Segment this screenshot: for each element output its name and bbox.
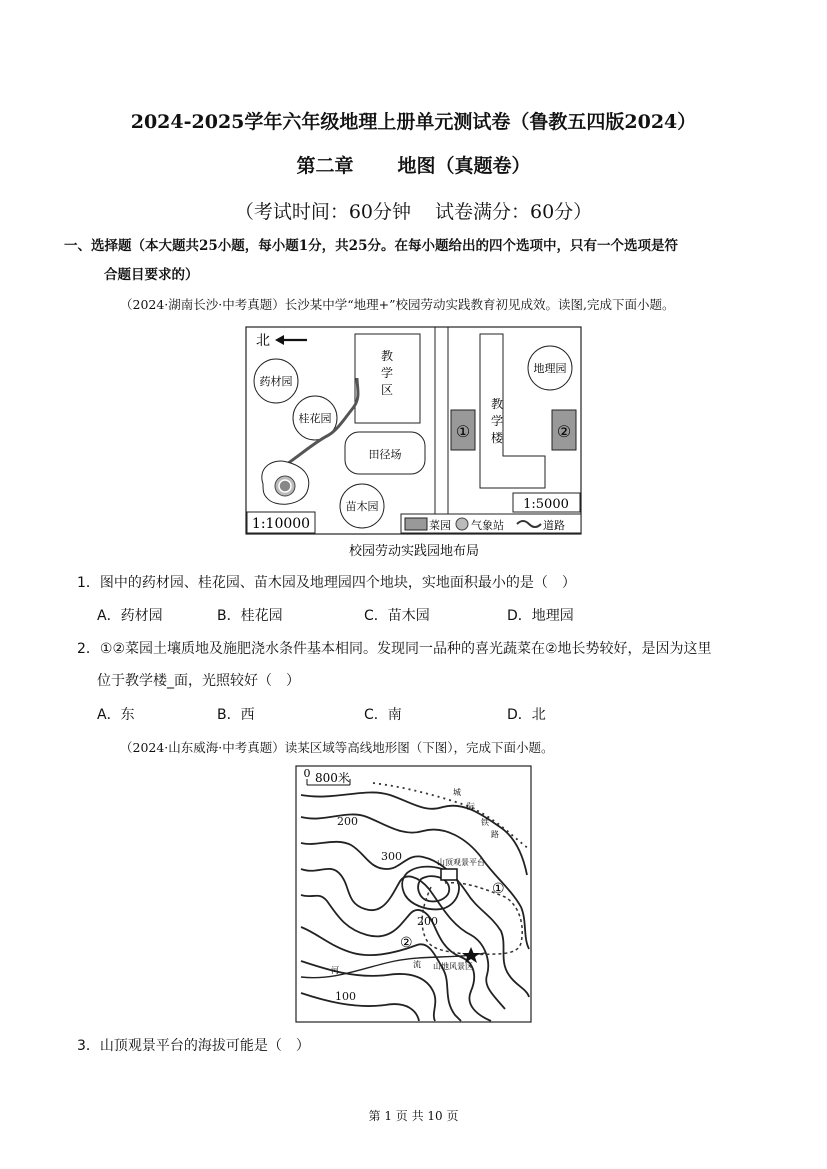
route-1-label: ① [492, 881, 505, 897]
svg-text:道路: 道路 [543, 519, 565, 532]
legend-weather-icon [456, 518, 468, 530]
contour-label-100: 100 [335, 990, 356, 1003]
contour-label-300: 300 [381, 850, 402, 863]
railway-char-1: 城 [453, 788, 461, 797]
contour-map [295, 765, 533, 1025]
north-label: 北 [256, 333, 270, 349]
svg-text:学: 学 [380, 366, 394, 380]
exam-title: 2024-2025学年六年级地理上册单元测试卷（鲁教五四版2024） [130, 111, 697, 133]
exam-time: （考试时间：60分钟 [234, 201, 411, 223]
q1-option-b[interactable]: B．桂花园 [217, 608, 283, 624]
q1-option-d[interactable]: D．地理园 [507, 608, 574, 624]
question-2-stem-2: 位于教学楼_面，光照较好（ ） [97, 673, 300, 689]
river-char-1: 河 [331, 966, 339, 975]
svg-text:教: 教 [490, 397, 504, 411]
q2-option-c[interactable]: C．南 [364, 707, 402, 723]
svg-text:桂花园: 桂花园 [298, 412, 332, 425]
summit-platform-icon [441, 869, 457, 880]
svg-text:②: ② [556, 422, 572, 441]
railway-char-3: 铁 [481, 818, 489, 827]
chapter-topic: 地图（真题卷） [397, 155, 531, 177]
svg-text:学: 学 [490, 414, 504, 428]
question-2-stem-1: 2．①②菜园土壤质地及施肥浇水条件基本相同。发现同一品种的喜光蔬菜在②地长势较好，是因为这里 [77, 641, 712, 657]
svg-text:1:5000: 1:5000 [523, 497, 569, 512]
svg-text:区: 区 [380, 383, 394, 397]
scale-length: 800米 [315, 771, 350, 785]
legend-veg-icon [405, 518, 427, 530]
exam-info [0, 197, 827, 224]
svg-text:气象站: 气象站 [471, 519, 504, 532]
section-line-2: 合题目要求的） [104, 267, 199, 283]
q2-option-d[interactable]: D．北 [507, 707, 546, 723]
svg-text:药材园: 药材园 [259, 375, 293, 388]
route-2-label: ② [400, 935, 413, 951]
full-score: 试卷满分：60分） [435, 201, 593, 223]
railway-char-4: 路 [491, 830, 499, 839]
svg-text:苗木园: 苗木园 [345, 500, 379, 513]
scenic-area-label: 山地风景区 [433, 962, 473, 971]
question-1-stem: 1．图中的药材园、桂花园、苗木园及地理园四个地块，实地面积最小的是（ ） [77, 575, 576, 591]
campus-map-caption: 校园劳动实践园地布局 [348, 544, 480, 559]
svg-text:楼: 楼 [490, 431, 504, 445]
summit-platform-label: 山顶观景平台 [437, 858, 485, 867]
chapter-heading [0, 151, 827, 178]
svg-text:菜园: 菜园 [429, 519, 451, 532]
campus-map [245, 326, 583, 562]
group1-intro: （2024·湖南长沙·中考真题）长沙某中学“地理+”校园劳动实践教育初见成效。读图,完成下面小题。 [120, 297, 675, 312]
group2-intro: （2024·山东威海·中考真题）读某区域等高线地形图（下图），完成下面小题。 [120, 740, 554, 755]
svg-text:①: ① [455, 422, 471, 441]
svg-text:教: 教 [380, 349, 394, 363]
svg-text:地理园: 地理园 [533, 362, 567, 375]
contour-label-200b: 200 [417, 915, 438, 928]
q1-option-c[interactable]: C．苗木园 [364, 608, 430, 624]
svg-text:1:10000: 1:10000 [251, 516, 311, 532]
q2-option-b[interactable]: B．西 [217, 707, 255, 723]
river-char-2: 流 [413, 960, 421, 969]
scale-zero: 0 [303, 767, 311, 780]
page-number: 第 1 页 共 10 页 [368, 1109, 459, 1123]
chapter-number: 第二章 [296, 155, 354, 177]
q2-option-a[interactable]: A．东 [97, 707, 135, 723]
section-line-1: 一、选择题（本大题共25小题，每小题1分，共25分。在每小题给出的四个选项中，只有一个选项是符 [64, 238, 678, 254]
question-3-stem: 3．山顶观景平台的海拔可能是（ ） [77, 1038, 310, 1054]
contour-label-200a: 200 [337, 815, 358, 828]
section-heading [64, 232, 764, 290]
railway-char-2: 际 [467, 802, 475, 811]
q1-option-a[interactable]: A．药材园 [97, 608, 163, 624]
svg-text:田径场: 田径场 [368, 448, 402, 461]
